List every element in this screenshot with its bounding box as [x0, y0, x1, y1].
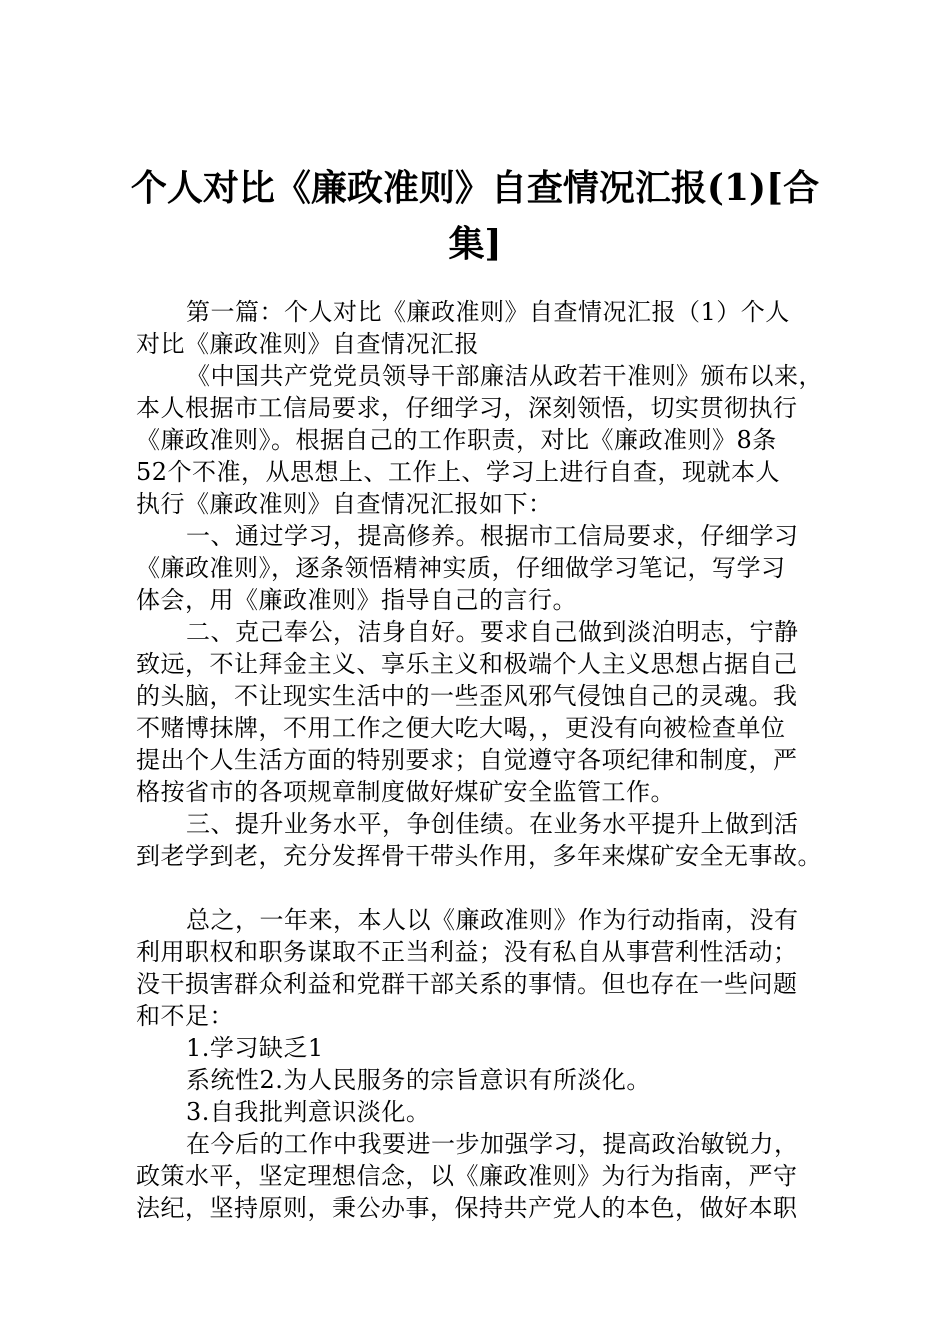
- paragraph-line: 第一篇：个人对比《廉政准则》自查情况汇报（1）个人: [186, 298, 790, 326]
- paragraph-line: 总之，一年来，本人以《廉政准则》作为行动指南，没有: [186, 906, 799, 934]
- paragraph-line: 法纪，坚持原则，秉公办事，保持共产党人的本色，做好本职: [136, 1194, 798, 1222]
- paragraph-line: 在今后的工作中我要进一步加强学习，提高政治敏锐力，: [186, 1130, 799, 1158]
- paragraph-line: 格按省市的各项规章制度做好煤矿安全监管工作。: [136, 778, 675, 806]
- paragraph-line: 提出个人生活方面的特别要求；自觉遵守各项纪律和制度，严: [136, 746, 798, 774]
- paragraph-line: 52个不准，从思想上、工作上、学习上进行自查，现就本人: [136, 458, 781, 486]
- paragraph-line: 利用职权和职务谋取不正当利益；没有私自从事营利性活动；: [136, 938, 798, 966]
- paragraph-line: 二、克己奉公，洁身自好。要求自己做到淡泊明志，宁静: [186, 618, 799, 646]
- paragraph-line: 对比《廉政准则》自查情况汇报: [136, 330, 479, 358]
- paragraph-line: 3.自我批判意识淡化。: [186, 1098, 431, 1126]
- paragraph-line: 致远，不让拜金主义、享乐主义和极端个人主义思想占据自己: [136, 650, 798, 678]
- paragraph-line: 《中国共产党党员领导干部廉洁从政若干准则》颁布以来，: [186, 362, 823, 390]
- paragraph-line: 的头脑，不让现实生活中的一些歪风邪气侵蚀自己的灵魂。我: [136, 682, 798, 710]
- document-body: [136, 296, 836, 1224]
- paragraph-line: 《廉政准则》，逐条领悟精神实质，仔细做学习笔记，写学习: [136, 554, 786, 582]
- paragraph-line: 系统性2.为人民服务的宗旨意识有所淡化。: [186, 1066, 651, 1094]
- paragraph-gap: [136, 872, 836, 904]
- paragraph-line: 和不足：: [136, 1002, 234, 1030]
- paragraph-line: 三、提升业务水平，争创佳绩。在业务水平提升上做到活: [186, 810, 799, 838]
- paragraph-line: 不赌博抹牌，不用工作之便大吃大喝，，更没有向被检查单位: [136, 714, 786, 742]
- paragraph-line: 执行《廉政准则》自查情况汇报如下：: [136, 490, 553, 518]
- paragraph-line: 本人根据市工信局要求，仔细学习，深刻领悟，切实贯彻执行: [136, 394, 798, 422]
- paragraph-line: 政策水平，坚定理想信念，以《廉政准则》为行为指南，严守: [136, 1162, 798, 1190]
- paragraph-line: 《廉政准则》。根据自己的工作职责，对比《廉政准则》8条: [136, 426, 777, 454]
- paragraph-line: 一、通过学习，提高修养。根据市工信局要求，仔细学习: [186, 522, 799, 550]
- title-line-2: 集]: [448, 223, 502, 265]
- paragraph-line: 到老学到老，充分发挥骨干带头作用，多年来煤矿安全无事故。: [136, 842, 822, 870]
- paragraph-line: 没干损害群众利益和党群干部关系的事情。但也存在一些问题: [136, 970, 798, 998]
- paragraph-line: 1.学习缺乏1: [186, 1034, 324, 1062]
- document-title: [120, 160, 830, 272]
- paragraph-line: 体会，用《廉政准则》指导自己的言行。: [136, 586, 577, 614]
- title-line-1: 个人对比《廉政准则》自查情况汇报(1)[合: [130, 167, 820, 209]
